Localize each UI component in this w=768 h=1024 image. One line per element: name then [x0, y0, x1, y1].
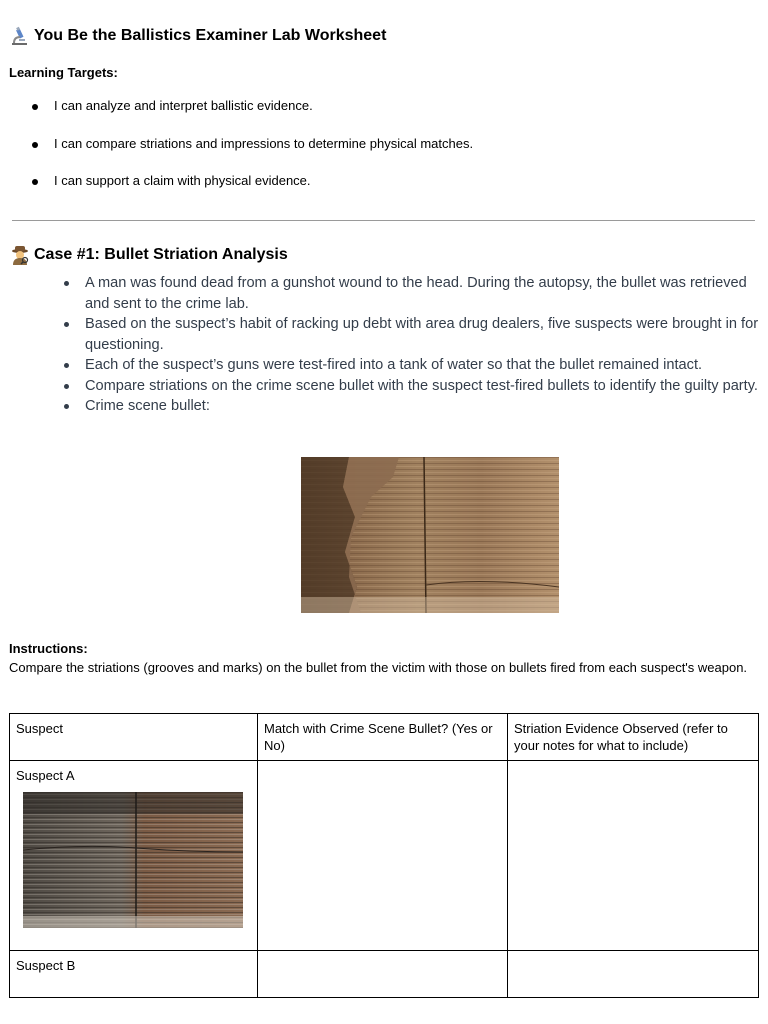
list-item: Based on the suspect’s habit of racking up debt with area drug dealers, five suspects were brought in for questioning.: [62, 314, 762, 355]
match-cell[interactable]: [258, 951, 508, 998]
list-item: Each of the suspect’s guns were test-fired into a tank of water so that the bullet remained intact.: [62, 355, 762, 376]
header-suspect: Suspect: [10, 714, 258, 761]
list-item: Compare striations on the crime scene bullet with the suspect test-fired bullets to identify the guilty party.: [62, 376, 762, 397]
case-bullet-list: [62, 273, 762, 417]
microscope-icon: [10, 26, 30, 46]
table-row: [10, 951, 759, 998]
list-item: I can support a claim with physical evidence.: [32, 173, 311, 188]
suspect-cell: Suspect B: [10, 951, 258, 998]
evidence-cell[interactable]: [508, 761, 759, 951]
list-item: I can analyze and interpret ballistic evidence.: [32, 98, 313, 113]
suspect-cell: [10, 761, 258, 951]
header-evidence: Striation Evidence Observed (refer to your notes for what to include): [508, 714, 759, 761]
crime-scene-bullet-image: [301, 457, 559, 613]
evidence-cell[interactable]: [508, 951, 759, 998]
table-header-row: [10, 714, 759, 761]
page-title-text: You Be the Ballistics Examiner Lab Worksheet: [34, 27, 387, 44]
case-title: [10, 245, 288, 265]
instructions-text: Compare the striations (grooves and marks) on the bullet from the victim with those on bullets fired from each suspect's weapon.: [9, 660, 748, 675]
page-title: [10, 26, 386, 46]
list-item: I can compare striations and impressions to determine physical matches.: [32, 136, 473, 151]
case-title-text: Case #1: Bullet Striation Analysis: [34, 246, 288, 263]
learning-targets-label: Learning Targets:: [9, 65, 118, 80]
instructions-label: Instructions:: [9, 641, 88, 656]
suspect-a-bullet-image: [23, 792, 243, 928]
header-match: Match with Crime Scene Bullet? (Yes or No): [258, 714, 508, 761]
match-cell[interactable]: [258, 761, 508, 951]
table-row: [10, 761, 759, 951]
detective-icon: [10, 245, 30, 265]
evidence-table: [9, 713, 759, 998]
section-divider: [12, 220, 755, 221]
list-item: A man was found dead from a gunshot wound to the head. During the autopsy, the bullet was retrieved and sent to the crime lab.: [62, 273, 762, 314]
list-item: Crime scene bullet:: [62, 396, 762, 417]
suspect-label: Suspect A: [16, 768, 75, 783]
